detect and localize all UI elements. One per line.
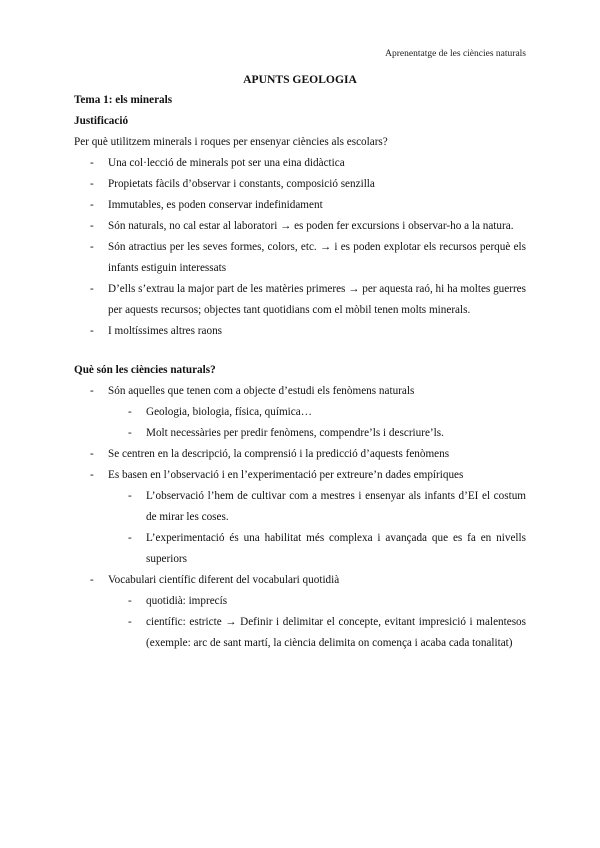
document-body: [74, 70, 526, 654]
list-item: [74, 381, 526, 402]
list-item: - Una col·lecció de minerals pot ser una eina didàctica: [74, 153, 526, 174]
list-item: - Són naturals, no cal estar al laboratori → es poden fer excursions i observar-ho a la natura.: [74, 216, 526, 237]
list-item: - Immutables, es poden conservar indefinidament: [74, 195, 526, 216]
list-item: - Propietats fàcils d’observar i constants, composició senzilla: [74, 174, 526, 195]
sub-list-item: - quotidià: imprecís: [74, 591, 526, 612]
section2-sublist-3: [74, 591, 526, 654]
sub-list-item: - científic: estricte → Definir i delimitar el concepte, evitant impresició i malentesos (exemple: arc de sant martí, la ciència delimita on comença i acaba cada tonalitat): [74, 612, 526, 654]
section1-question: Per què utilitzem minerals i roques per ensenyar ciències als escolars?: [74, 136, 388, 148]
sub-list-item: - Geologia, biologia, física, química…: [74, 402, 526, 423]
sub-list-item: - L’observació l’hem de cultivar com a mestres i ensenyar als infants d’EI el costum de mirar les coses.: [74, 486, 526, 528]
section2-heading: Què són les ciències naturals?: [74, 364, 216, 376]
list-item: - Es basen en l’observació i en l’experimentació per extreure’n dades empíriques: [74, 465, 526, 486]
list-item: - Són atractius per les seves formes, colors, etc. → i es poden explotar els recursos perquè els infants estiguin interessats: [74, 237, 526, 279]
section-spacer: [74, 342, 526, 360]
section2-list-cont2: [74, 570, 526, 591]
list-item: - Se centren en la descripció, la comprensió i la predicció d’aquests fenòmens: [74, 444, 526, 465]
list-item-text: Són aquelles que tenen com a objecte d’estudi els fenòmens naturals: [108, 385, 415, 397]
sub-list-item: - L’experimentació és una habilitat més complexa i avançada que es fa en nivells superiors: [74, 528, 526, 570]
section1-heading: Tema 1: els minerals: [74, 94, 173, 106]
document-title: APUNTS GEOLOGIA: [243, 73, 357, 86]
section1-subheading: Justificació: [74, 115, 129, 127]
section2-sublist-2: [74, 486, 526, 570]
section2-list: [74, 381, 526, 402]
sub-list-item: - Molt necessàries per predir fenòmens, compendre’ls i descriure’ls.: [74, 423, 526, 444]
section1-list: [74, 153, 526, 342]
running-header: Aprenentatge de les ciències naturals: [385, 49, 526, 59]
list-item: - Vocabulari científic diferent del vocabulari quotidià: [74, 570, 526, 591]
list-item: - D’ells s’extrau la major part de les matèries primeres → per aquesta raó, hi ha moltes guerres per aquests recursos; objectes tant quotidians com el mòbil tenen molts minerals.: [74, 279, 526, 321]
section2-list-cont: [74, 444, 526, 486]
section2-sublist-1: [74, 402, 526, 444]
list-item: - I moltíssimes altres raons: [74, 321, 526, 342]
